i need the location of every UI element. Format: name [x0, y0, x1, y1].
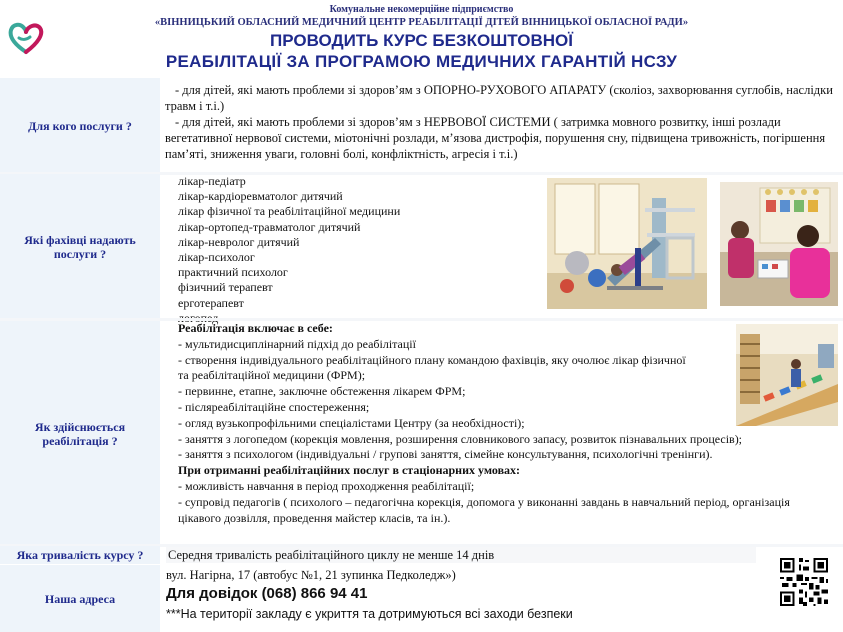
qr-code-icon[interactable]: [778, 556, 830, 608]
list-item: - створення індивідуального реабілітаційного плану командою фахівців, яку очолює лікар фізичної: [178, 352, 686, 367]
list-item: цікавого дозвілля, проведення майстер класів, та ін.).: [178, 510, 451, 525]
who-section: [0, 78, 843, 173]
duration-section: [0, 546, 843, 564]
who-list: [165, 82, 835, 162]
list-item: - мультидисциплінарний підхід до реабілітації: [178, 336, 416, 351]
safety-note: ***На території закладу є укриття та дотримуються всі заходи безпеки: [166, 607, 573, 621]
specialists-label: Які фахівці надають послуги ?: [0, 174, 160, 320]
list-item: - можливість навчання в період проходження реабілітації;: [178, 478, 475, 493]
who-item-nervous: - для дітей, які мають проблеми зі здоров’ям з НЕРВОВОЇ СИСТЕМИ ( затримка мовного розвитку, інші розлади вегетативної нервової системи, міотонічні розлади, м’язова дистрофія, порушення сну, підвищена тривожність, погіршення пам’яті, зниження уваги, головні болі, конфліктність, агресія і т.і.): [165, 115, 826, 161]
specialists-list: [178, 174, 400, 326]
rehab-gym-photo: [547, 178, 707, 309]
rehab-heading-includes: Реабілітація включає в себе:: [178, 321, 333, 335]
list-item: лікар фізичної та реабілітаційної медицини: [178, 204, 401, 219]
exercise-hall-photo: [736, 324, 838, 426]
rehab-heading-inpatient: При отриманні реабілітаційних послуг в стаціонарних умовах:: [178, 463, 521, 478]
who-label: Для кого послуги ?: [0, 78, 160, 173]
list-item: та реабілітаційної медицини (ФРМ);: [178, 368, 366, 383]
page-title-line2: РЕАБІЛІТАЦІЇ ЗА ПРОГРАМОЮ МЕДИЧНИХ ГАРАНТІЙ НСЗУ: [165, 52, 678, 71]
address-section: [0, 565, 843, 632]
org-name: «ВІННИЦЬКИЙ ОБЛАСНИЙ МЕДИЧНИЙ ЦЕНТР РЕАБІЛІТАЦІЇ ДІТЕЙ ВІННИЦЬКОЇ ОБЛАСНОЇ РАДИ»: [154, 17, 689, 28]
header: [0, 0, 843, 78]
list-item: - первинне, етапне, заключне обстеження лікарем ФРМ;: [178, 384, 466, 399]
list-item: лікар-педіатр: [178, 174, 246, 188]
list-item: лікар-ортопед-травматолог дитячий: [178, 219, 361, 234]
list-item: - заняття з логопедом (корекція мовлення, розширення словникового запасу, розвиток пізнавальних процесів);: [178, 431, 743, 446]
rehab-label: Як здійснюється реабілітація ?: [0, 321, 160, 546]
duration-text: Середня тривалість реабілітаційного циклу не менше 14 днів: [166, 547, 756, 563]
list-item: - післяреабілітаційне спостереження;: [178, 399, 370, 414]
who-item-musculoskeletal: - для дітей, які мають проблеми зі здоров’ям з ОПОРНО-РУХОВОГО АПАРАТУ (сколіоз, захворювання суглобів, наслідки травм і т.і.): [165, 83, 833, 113]
address-label: Наша адреса: [0, 565, 160, 632]
org-type: Комунальне некомерційне підприємство: [329, 4, 514, 15]
list-item: - заняття з психологом (індивідуальні / групові заняття, сімейне консультування, психологічні тренінги).: [178, 447, 713, 462]
list-item: ерготерапевт: [178, 295, 244, 310]
list-item: - супровід педагогів ( психолого – педагогічна корекція, допомога у виконанні завдань в навчальний період, організація: [178, 494, 790, 509]
page-title-line1: ПРОВОДИТЬ КУРС БЕЗКОШТОВНОЇ: [270, 31, 573, 50]
speech-therapy-photo: [720, 182, 838, 306]
rehab-section: [0, 321, 843, 546]
duration-label: Яка тривалість курсу ?: [0, 546, 160, 564]
list-item: практичний психолог: [178, 265, 288, 280]
specialists-section: [0, 174, 843, 320]
list-item: лікар-психолог: [178, 250, 255, 265]
list-item: фізичний терапевт: [178, 280, 273, 295]
address-street: вул. Нагірна, 17 (автобус №1, 21 зупинка Педколедж»): [166, 568, 456, 582]
list-item: - огляд вузькопрофільними спеціалістами Центру (за необхідності);: [178, 415, 525, 430]
contact-phone: Для довідок (068) 866 94 41: [166, 585, 368, 602]
list-item: лікар-невролог дитячий: [178, 234, 300, 249]
list-item: лікар-кардіоревматолог дитячий: [178, 189, 343, 204]
